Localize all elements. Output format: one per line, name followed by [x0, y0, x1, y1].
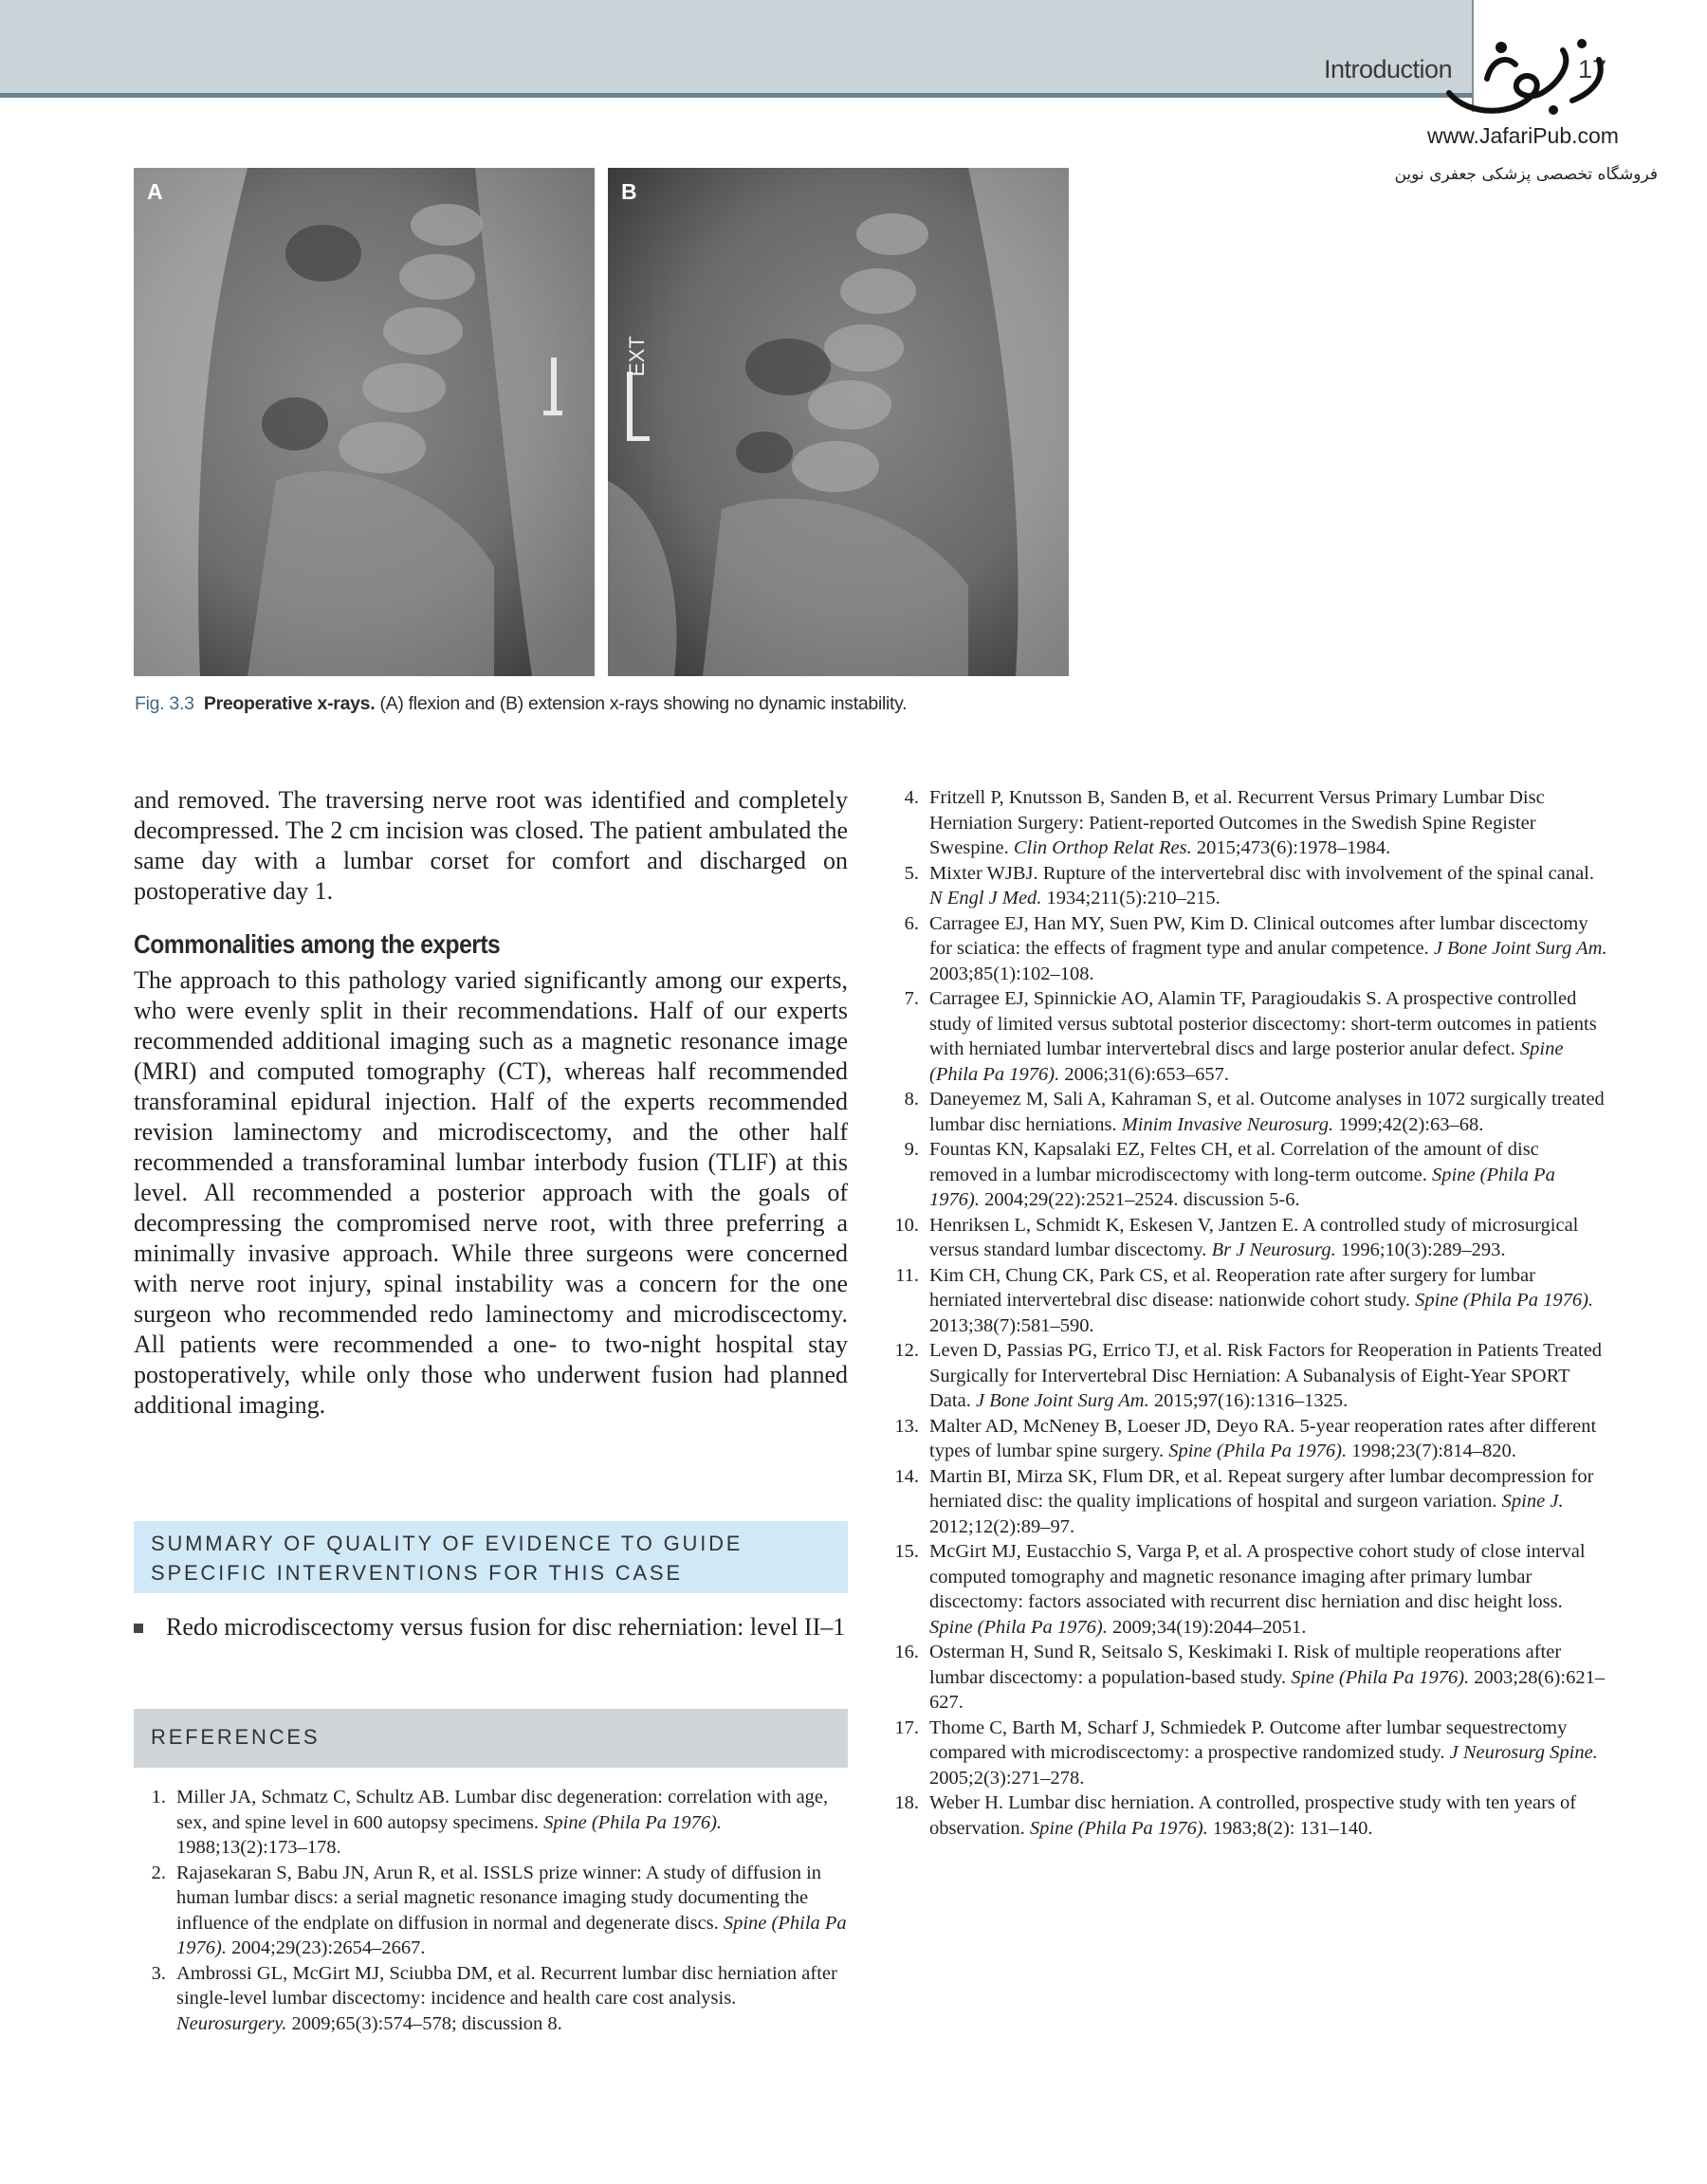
- reference-item: [887, 1137, 1607, 1213]
- section-heading: Commonalities among the experts: [134, 929, 501, 959]
- xray-extension-image: [608, 168, 1069, 676]
- reference-item: [134, 1785, 850, 1861]
- reference-number: 11.: [895, 1264, 919, 1286]
- reference-number: 9.: [904, 1139, 919, 1160]
- reference-journal: Spine J.: [1501, 1491, 1564, 1512]
- reference-item: [887, 861, 1607, 911]
- reference-journal: Spine (Phila Pa 1976).: [929, 1616, 1108, 1638]
- reference-text: Daneyemez M, Sali A, Kahraman S, et al. Outcome analyses in 1072 surgically treated lumbar disc herniations.: [929, 1089, 1605, 1135]
- panel-label-a: A: [147, 179, 163, 204]
- reference-journal: J Bone Joint Surg Am.: [975, 1390, 1149, 1411]
- body-paragraph-1: and removed. The traversing nerve root was identified and completely decompressed. The 2 cm incision was closed. The patient ambulated the same day with a lumbar corset for comfort and discharged on postoperative day 1.: [134, 786, 848, 905]
- reference-text: Miller JA, Schmatz C, Schultz AB. Lumbar disc degeneration: correlation with age, sex, and spine level in 600 autopsy specimens.: [176, 1787, 829, 1833]
- reference-journal: Minim Invasive Neurosurg.: [1121, 1113, 1334, 1135]
- reference-item: [887, 1213, 1607, 1263]
- reference-item: [134, 1961, 850, 2037]
- reference-item: [887, 1464, 1607, 1540]
- reference-text: Malter AD, McNeney B, Loeser JD, Deyo RA. 5-year reoperation rates after different types of lumbar spine surgery.: [929, 1415, 1597, 1461]
- reference-cite: 2015;97(16):1316–1325.: [1148, 1390, 1349, 1411]
- reference-number: 18.: [894, 1792, 919, 1813]
- figure-caption-title: Preoperative x-rays.: [203, 693, 376, 714]
- reference-item: [887, 1414, 1607, 1464]
- xray-side-marker: EXT: [625, 336, 649, 376]
- reference-item: [887, 1539, 1607, 1640]
- reference-cite: 2003;28(6):621–627.: [929, 1666, 1606, 1713]
- reference-text: Rajasekaran S, Babu JN, Arun R, et al. ISSLS prize winner: A study of diffusion in human lumbar discs: a serial magnetic resonance imaging study documenting the influence of the endplate on diffusion in normal and degenerate discs.: [176, 1862, 822, 1934]
- reference-text: Thome C, Barth M, Scharf J, Schmiedek P. Outcome after lumbar sequestrectomy compared with microdiscectomy: a prospective randomized study.: [929, 1716, 1568, 1763]
- reference-journal: J Bone Joint Surg Am.: [1433, 938, 1607, 959]
- reference-cite: 2004;29(23):2654–2667.: [226, 1937, 426, 1958]
- references-title: REFERENCES: [151, 1725, 321, 1749]
- reference-journal: N Engl J Med.: [929, 888, 1042, 908]
- reference-item: [887, 1790, 1607, 1841]
- reference-text: Fritzell P, Knutsson B, Sanden B, et al. Recurrent Versus Primary Lumbar Disc Herniation Surgery: Patient-reported Outcomes in the Swedish Spine Register Swespine.: [929, 787, 1545, 858]
- reference-cite: 2004;29(22):2521–2524. discussion 5-6.: [979, 1189, 1300, 1210]
- watermark-url: www.JafariPub.com: [1427, 123, 1619, 148]
- reference-journal: Neurosurgery.: [176, 2012, 287, 2034]
- reference-cite: 2003;85(1):102–108.: [929, 963, 1094, 984]
- reference-cite: 1996;10(3):289–293.: [1335, 1239, 1506, 1260]
- reference-text: Kim CH, Chung CK, Park CS, et al. Reoperation rate after surgery for lumbar herniated intervertebral disc disease: nationwide cohort study.: [929, 1264, 1535, 1311]
- figure-caption-text: (A) flexion and (B) extension x-rays showing no dynamic instability.: [379, 693, 908, 714]
- reference-number: 3.: [151, 1962, 166, 1984]
- figure-number: Fig. 3.3: [135, 693, 194, 714]
- reference-cite: 2012;12(2):89–97.: [929, 1515, 1075, 1537]
- reference-cite: 1999;42(2):63–68.: [1333, 1113, 1484, 1135]
- reference-text: Martin BI, Mirza SK, Flum DR, et al. Repeat surgery after lumbar decompression for herniated disc: the quality implications of hospital and surgeon variation.: [929, 1465, 1594, 1512]
- reference-cite: 1998;23(7):814–820.: [1347, 1441, 1516, 1461]
- reference-number: 10.: [894, 1214, 919, 1236]
- reference-journal: Spine (Phila Pa 1976).: [1168, 1441, 1348, 1461]
- reference-number: 1.: [151, 1787, 166, 1808]
- reference-journal: Spine (Phila Pa 1976).: [176, 1912, 847, 1958]
- xray-extension: [608, 168, 1069, 676]
- reference-text: Osterman H, Sund R, Seitsalo S, Keskimaki I. Risk of multiple reoperations after lumbar discectomy: a population-based study.: [929, 1642, 1562, 1688]
- reference-text: McGirt MJ, Eustacchio S, Varga P, et al. A prospective cohort study of close interval computed tomography and magnetic resonance imaging after primary lumbar discectomy: factors associated with recurrent disc herniation and disc height loss.: [929, 1541, 1586, 1612]
- reference-text: Ambrossi GL, McGirt MJ, Sciubba DM, et al. Recurrent lumbar disc herniation after single-level lumbar discectomy: incidence and health care cost analysis.: [176, 1962, 837, 2009]
- watermark-store-name: فروشگاه تخصصی پزشکی جعفری نوین: [1394, 165, 1658, 184]
- reference-cite: 1934;211(5):210–215.: [1041, 888, 1221, 908]
- reference-item: [887, 986, 1607, 1087]
- reference-text: Carragee EJ, Han MY, Suen PW, Kim D. Clinical outcomes after lumbar discectomy for sciatica: the effects of fragment type and anular competence.: [929, 912, 1588, 959]
- reference-journal: Spine (Phila Pa 1976).: [543, 1811, 723, 1833]
- xray-flexion-image: [134, 168, 595, 676]
- reference-item: [887, 911, 1607, 987]
- reference-number: 7.: [904, 988, 919, 1009]
- reference-number: 4.: [904, 787, 919, 808]
- reference-number: 14.: [894, 1465, 919, 1487]
- figure-caption: [135, 693, 1367, 715]
- reference-text: Carragee EJ, Spinnickie AO, Alamin TF, Paragioudakis S. A prospective controlled study of limited versus subtotal posterior discectomy: short-term outcomes in patients with herniated lumbar intervertebral discs and large posterior anular defect.: [929, 988, 1597, 1059]
- reference-journal: J Neurosurg Spine.: [1449, 1742, 1598, 1763]
- jafari-logo-icon: [1430, 27, 1620, 121]
- reference-number: 17.: [894, 1716, 919, 1738]
- reference-number: 2.: [151, 1862, 166, 1883]
- reference-item: [887, 1263, 1607, 1339]
- summary-box: [134, 1521, 848, 1593]
- reference-item: [887, 1640, 1607, 1716]
- reference-text: Fountas KN, Kapsalaki EZ, Feltes CH, et al. Correlation of the amount of disc removed in a lumbar microdiscectomy with long-term outcome.: [929, 1139, 1539, 1185]
- reference-journal: Spine (Phila Pa 1976).: [929, 1038, 1564, 1085]
- reference-cite: 2013;38(7):581–590.: [929, 1314, 1094, 1336]
- reference-number: 5.: [904, 862, 919, 884]
- reference-cite: 2006;31(6):653–657.: [1059, 1063, 1230, 1085]
- reference-number: 12.: [894, 1340, 919, 1361]
- reference-cite: 2005;2(3):271–278.: [929, 1767, 1085, 1789]
- reference-journal: Clin Orthop Relat Res.: [1013, 837, 1192, 858]
- reference-journal: Spine (Phila Pa 1976).: [1415, 1290, 1594, 1311]
- reference-item: [887, 1087, 1607, 1137]
- reference-item: [887, 785, 1607, 861]
- reference-text: Henriksen L, Schmidt K, Eskesen V, Jantzen E. A controlled study of microsurgical versus standard lumbar discectomy.: [929, 1214, 1579, 1260]
- reference-journal: Spine (Phila Pa 1976).: [929, 1164, 1555, 1210]
- reference-number: 16.: [894, 1642, 919, 1662]
- reference-journal: Spine (Phila Pa 1976).: [1029, 1817, 1208, 1839]
- references-box: [134, 1709, 848, 1768]
- reference-item: [887, 1338, 1607, 1414]
- reference-journal: Br J Neurosurg.: [1211, 1239, 1336, 1260]
- summary-bullet-text: Redo microdiscectomy versus fusion for disc reherniation: level II–1: [166, 1613, 846, 1641]
- reference-text: Leven D, Passias PG, Errico TJ, et al. Risk Factors for Reoperation in Patients Treated Surgically for Intervertebral Disc Herniation: A Subanalysis of Eight-Year SPORT Data.: [929, 1340, 1603, 1411]
- xray-flexion: [134, 168, 595, 676]
- page-number: 17: [1578, 55, 1607, 83]
- reference-journal: Spine (Phila Pa 1976).: [1291, 1666, 1470, 1688]
- references-list-right: [887, 785, 1607, 1841]
- reference-cite: 1983;8(2): 131–140.: [1207, 1817, 1373, 1839]
- reference-number: 13.: [894, 1415, 919, 1437]
- reference-cite: 1988;13(2):173–178.: [176, 1837, 341, 1858]
- left-column: [134, 785, 848, 1421]
- reference-number: 6.: [904, 912, 919, 934]
- reference-cite: 2009;65(3):574–578; discussion 8.: [286, 2012, 562, 2034]
- panel-label-b: B: [621, 179, 637, 204]
- summary-bullet: [134, 1612, 848, 1643]
- reference-item: [887, 1716, 1607, 1791]
- reference-cite: 2015;473(6):1978–1984.: [1191, 837, 1391, 858]
- running-head: Introduction: [1324, 55, 1453, 83]
- reference-item: [134, 1861, 850, 1961]
- reference-text: Mixter WJBJ. Rupture of the intervertebral disc with involvement of the spinal canal.: [929, 862, 1595, 884]
- summary-title: SUMMARY OF QUALITY OF EVIDENCE TO GUIDE SPECIFIC INTERVENTIONS FOR THIS CASE: [151, 1532, 743, 1585]
- reference-number: 15.: [894, 1541, 919, 1562]
- reference-text: Weber H. Lumbar disc herniation. A controlled, prospective study with ten years of observation.: [929, 1792, 1577, 1839]
- reference-cite: 2009;34(19):2044–2051.: [1107, 1616, 1307, 1638]
- body-paragraph-2: The approach to this pathology varied significantly among our experts, who were evenly split in their recommendations. Half of our experts recommended additional imaging such as a magnetic resonance image (MRI) and computed tomography (CT), whereas half recommended transforaminal epidural injection. Half of the experts recommended revision laminectomy and microdiscectomy, and the other half recommended a transforaminal lumbar interbody fusion (TLIF) at this level. All recommended a posterior approach with the goals of decompressing the compromised nerve root, with three preferring a minimally invasive approach. While three surgeons were concerned with nerve root injury, spinal instability was a concern for the one surgeon who recommended redo laminectomy and microdiscectomy. All patients were recommended a one- to two-night hospital stay postoperatively, while only those who underwent fusion had planned additional imaging.: [134, 966, 848, 1419]
- references-list-left: [134, 1785, 850, 2036]
- bullet-square-icon: [134, 1624, 143, 1633]
- reference-number: 8.: [904, 1089, 919, 1110]
